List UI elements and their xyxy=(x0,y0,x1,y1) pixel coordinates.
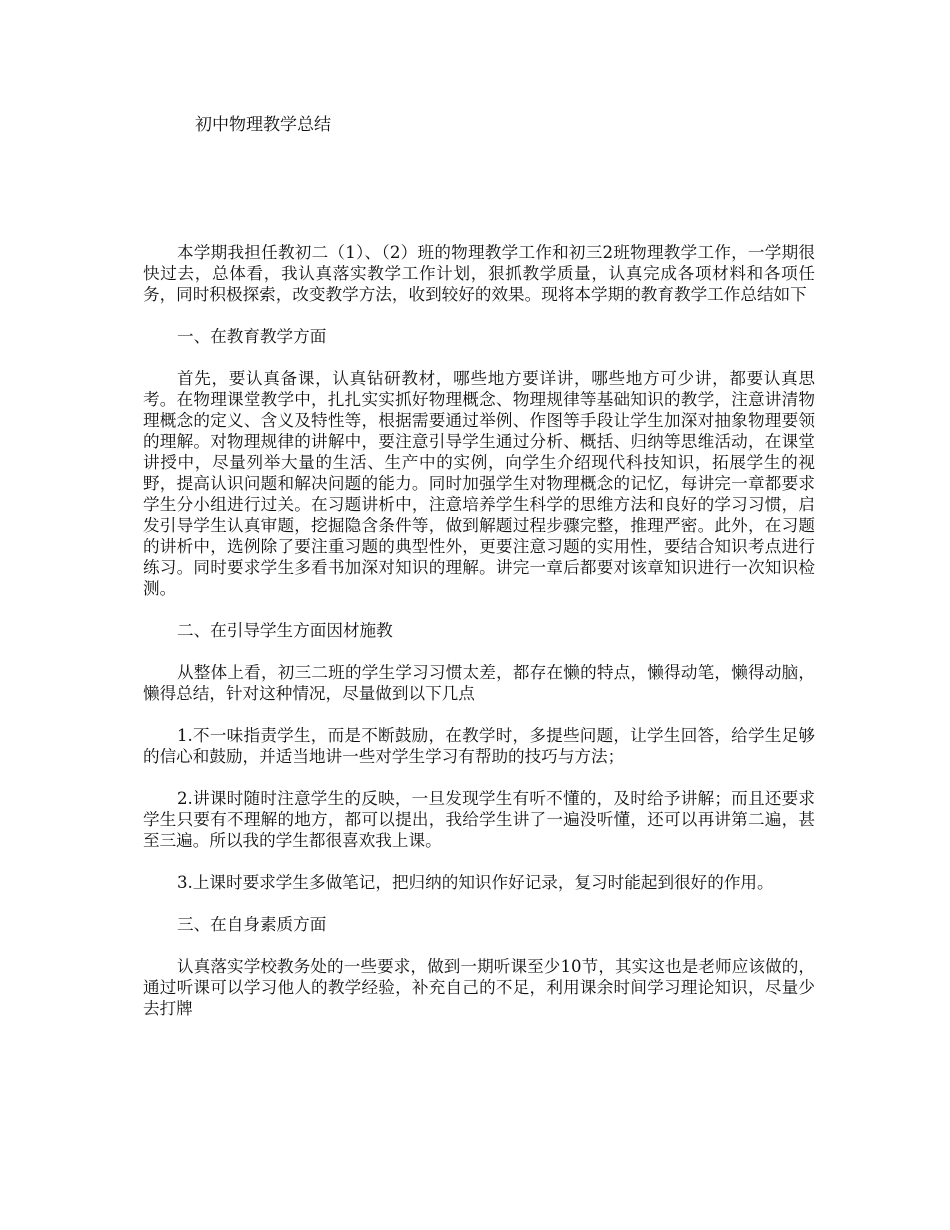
section-heading-2: 二、在引导学生方面因材施教 xyxy=(177,621,393,640)
document-body xyxy=(143,242,815,1040)
section-1-paragraph: 首先，要认真备课，认真钻研教材，哪些地方要详讲，哪些地方可少讲，都要认真思考。在物理课堂教学中，扎扎实实抓好物理概念、物理规律等基础知识的教学，注意讲清物理概念的定义、含义及特性等，根据需要通过举例、作图等手段让学生加深对抽象物理要领的理解。对物理规律的讲解中，要注意引导学生通过分析、概括、归纳等思维活动，在课堂讲授中，尽量列举大量的生活、生产中的实例，向学生介绍现代科技知识，拓展学生的视野，提高认识问题和解决问题的能力。同时加强学生对物理概念的记忆，每讲完一章都要求学生分小组进行过关。在习题讲析中，注意培养学生科学的思维方法和良好的学习习惯，启发引导学生认真审题，挖掘隐含条件等，做到解题过程步骤完整，推理严密。此外，在习题的讲析中，选例除了要注重习题的典型性外，更要注意习题的实用性，要结合知识考点进行练习。同时要求学生多看书加深对知识的理解。讲完一章后都要对该章知识进行一次知识检测。 xyxy=(143,369,815,598)
list-item-1: 1.不一味指责学生，而是不断鼓励，在教学时，多提些问题，让学生回答，给学生足够的信心和鼓励，并适当地讲一些对学生学习有帮助的技巧与方法； xyxy=(143,726,815,766)
section-3-paragraph: 认真落实学校教务处的一些要求，做到一期听课至少10节，其实这也是老师应该做的，通过听课可以学习他人的教学经验，补充自己的不足，利用课余时间学习理论知识，尽量少去打牌 xyxy=(143,957,815,1018)
section-2-paragraph: 从整体上看，初三二班的学生学习习惯太差，都存在懒的特点，懒得动笔，懒得动脑，懒得总结，针对这种情况，尽量做到以下几点 xyxy=(143,663,815,703)
section-heading-1: 一、在教育教学方面 xyxy=(177,327,327,346)
list-item-3: 3.上课时要求学生多做笔记，把归纳的知识作好记录，复习时能起到很好的作用。 xyxy=(177,873,774,892)
list-item-2: 2.讲课时随时注意学生的反映，一旦发现学生有听不懂的，及时给予讲解；而且还要求学生只要有不理解的地方，都可以提出，我给学生讲了一遍没听懂，还可以再讲第二遍，甚至三遍。所以我的学生都很喜欢我上课。 xyxy=(143,789,815,850)
section-heading-3: 三、在自身素质方面 xyxy=(177,915,327,934)
intro-paragraph: 本学期我担任教初二（1）、（2）班的物理教学工作和初三2班物理教学工作，一学期很快过去，总体看，我认真落实教学工作计划，狠抓教学质量，认真完成各项材料和各项任务，同时积极探索，改变教学方法，收到较好的效果。现将本学期的教育教学工作总结如下 xyxy=(143,243,815,304)
document-title: 初中物理教学总结 xyxy=(195,115,331,135)
